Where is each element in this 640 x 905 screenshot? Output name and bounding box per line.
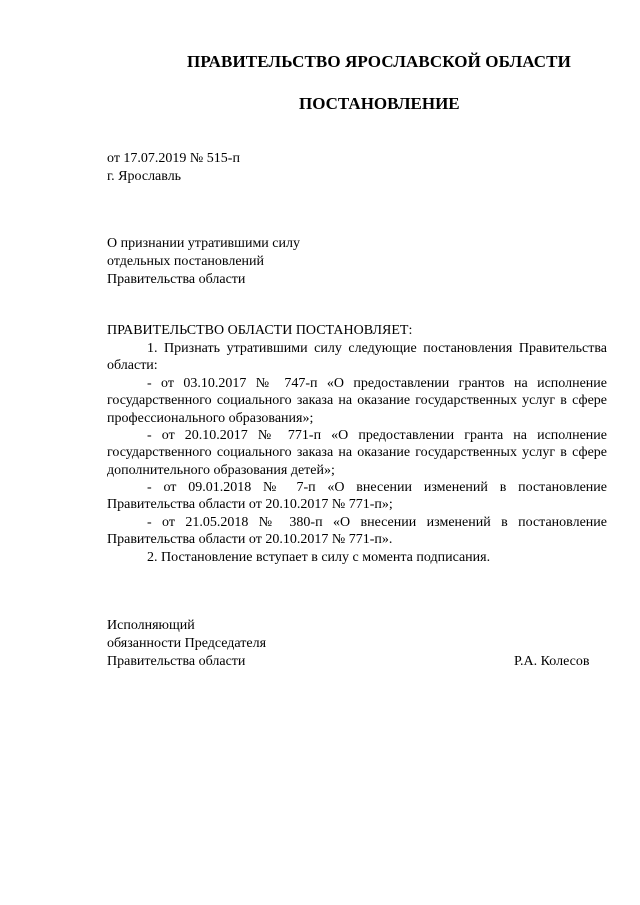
subject-line-1: О признании утратившими силу	[107, 236, 300, 251]
resolves-heading: ПРАВИТЕЛЬСТВО ОБЛАСТИ ПОСТАНОВЛЯЕТ:	[107, 323, 413, 338]
signature-position-line-2: обязанности Председателя	[107, 636, 267, 651]
subitem-2	[107, 427, 607, 479]
signature-position-line-3: Правительства области	[107, 654, 246, 669]
subitem-2-text: - от 20.10.2017 № 771-п «О предоставлении гранта на исполнение государственного социального заказа на оказание государственных услуг в сфере дополнительного образования детей»;	[107, 428, 607, 478]
subject-line-3: Правительства области	[107, 272, 246, 287]
item-1-text: 1. Признать утратившими силу следующие постановления Правительства области:	[107, 341, 607, 374]
signature-position-line-1: Исполняющий	[107, 618, 195, 633]
subitem-3-text: - от 09.01.2018 № 7-п «О внесении изменений в постановление Правительства области от 20.10.2017 № 771-п»;	[107, 480, 607, 513]
subitem-4-text: - от 21.05.2018 № 380-п «О внесении изменений в постановление Правительства области от 20.10.2017 № 771-п».	[107, 515, 607, 548]
subitem-3	[107, 479, 607, 514]
subitem-4	[107, 514, 607, 549]
item-1	[107, 340, 607, 375]
document-date-number: от 17.07.2019 № 515-п	[107, 151, 240, 166]
subitem-1	[107, 375, 607, 427]
government-title: ПРАВИТЕЛЬСТВО ЯРОСЛАВСКОЙ ОБЛАСТИ	[187, 52, 571, 71]
item-2-text: 2. Постановление вступает в силу с момента подписания.	[147, 550, 491, 565]
item-2	[107, 549, 607, 566]
subitem-1-text: - от 03.10.2017 № 747-п «О предоставлении грантов на исполнение государственного социального заказа на оказание государственных услуг в сфере профессионального образования»;	[107, 376, 607, 426]
subject-line-2: отдельных постановлений	[107, 254, 265, 269]
document-type-title: ПОСТАНОВЛЕНИЕ	[299, 94, 460, 113]
document-city: г. Ярославль	[107, 169, 182, 184]
signatory-name: Р.А. Колесов	[514, 654, 590, 669]
